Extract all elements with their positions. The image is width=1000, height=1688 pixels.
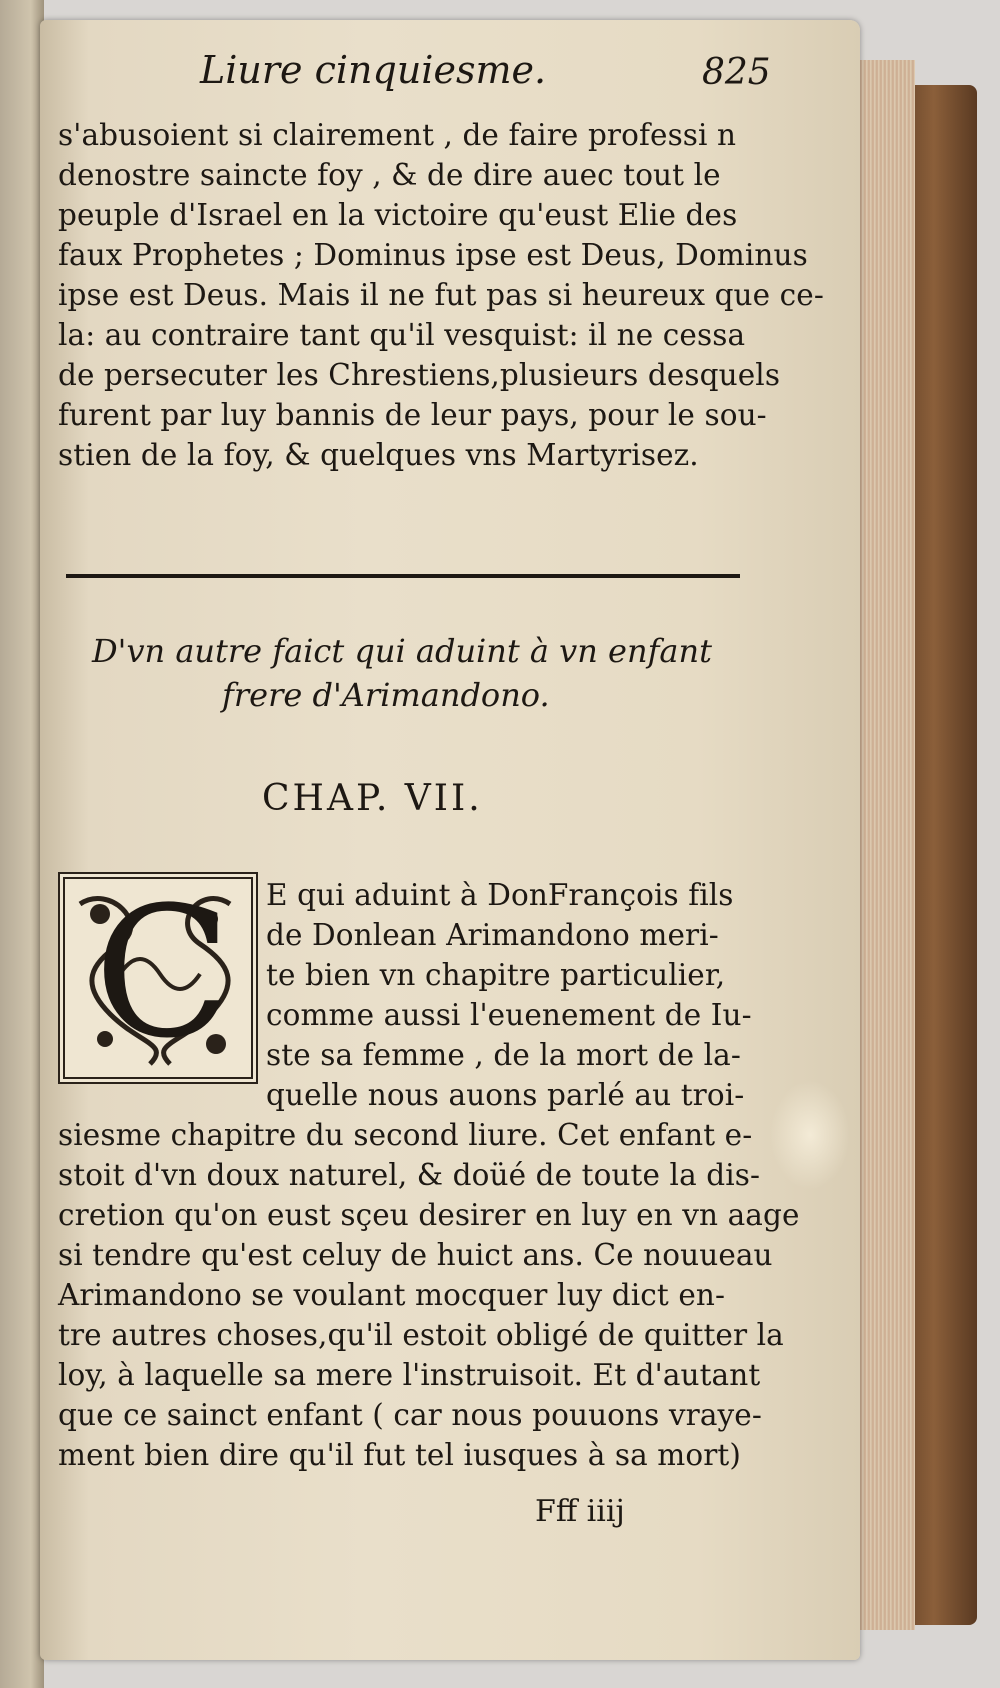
running-header: Liure cinquiesme. xyxy=(200,48,547,92)
text-line: faux Prophetes ; Dominus ipse est Deus, Dominus xyxy=(58,238,808,272)
text-line: denostre saincte foy , & de dire auec tout le xyxy=(58,158,721,192)
text-line: cretion qu'on eust sçeu desirer en luy en vn aage xyxy=(58,1198,800,1232)
text-line: la: au contraire tant qu'il vesquist: il ne cessa xyxy=(58,318,746,352)
text-line: ste sa femme , de la mort de la- xyxy=(266,1038,741,1072)
text-line: si tendre qu'est celuy de huict ans. Ce nouueau xyxy=(58,1238,773,1272)
text-line: tre autres choses,qu'il estoit obligé de quitter la xyxy=(58,1318,784,1352)
text-line: Arimandono se voulant mocquer luy dict en- xyxy=(58,1278,726,1312)
page-fore-edge xyxy=(855,60,915,1630)
text-line: loy, à laquelle sa mere l'instruisoit. Et d'autant xyxy=(58,1358,761,1392)
text-line: ment bien dire qu'il fut tel iusques à sa mort) xyxy=(58,1438,741,1472)
initial-letter: C xyxy=(94,869,232,1078)
signature-mark: Fff iiij xyxy=(535,1494,625,1529)
text-line: de Donlean Arimandono meri- xyxy=(266,918,719,952)
text-line: de persecuter les Chrestiens,plusieurs desquels xyxy=(58,358,781,392)
text-line: ipse est Deus. Mais il ne fut pas si heureux que ce- xyxy=(58,278,824,312)
previous-page-edge xyxy=(0,0,44,1688)
text-line: stien de la foy, & quelques vns Martyrisez. xyxy=(58,438,699,472)
text-line: siesme chapitre du second liure. Cet enfant e- xyxy=(58,1118,753,1152)
chapter-number: CHAP. VII. xyxy=(262,778,483,819)
paper-stain xyxy=(770,1080,850,1190)
text-line: quelle nous auons parlé au troi- xyxy=(266,1078,745,1112)
text-line: que ce sainct enfant ( car nous pouuons vraye- xyxy=(58,1398,762,1432)
text-line: stoit d'vn doux naturel, & doüé de toute la dis- xyxy=(58,1158,761,1192)
section-divider-rule xyxy=(66,574,740,578)
text-line: E qui aduint à DonFrançois fils xyxy=(266,878,734,912)
chapter-heading-line-1: D'vn autre faict qui aduint à vn enfant xyxy=(92,632,712,670)
text-line: te bien vn chapitre particulier, xyxy=(266,958,726,992)
page-number: 825 xyxy=(702,52,771,93)
text-line: s'abusoient si clairement , de faire professi n xyxy=(58,118,737,152)
decorated-initial-letter xyxy=(58,869,258,1084)
text-line: peuple d'Israel en la victoire qu'eust Elie des xyxy=(58,198,738,232)
chapter-heading-line-2: frere d'Arimandono. xyxy=(222,676,550,714)
text-line: comme aussi l'euenement de Iu- xyxy=(266,998,752,1032)
text-line: furent par luy bannis de leur pays, pour le sou- xyxy=(58,398,767,432)
book-cover xyxy=(905,85,977,1625)
